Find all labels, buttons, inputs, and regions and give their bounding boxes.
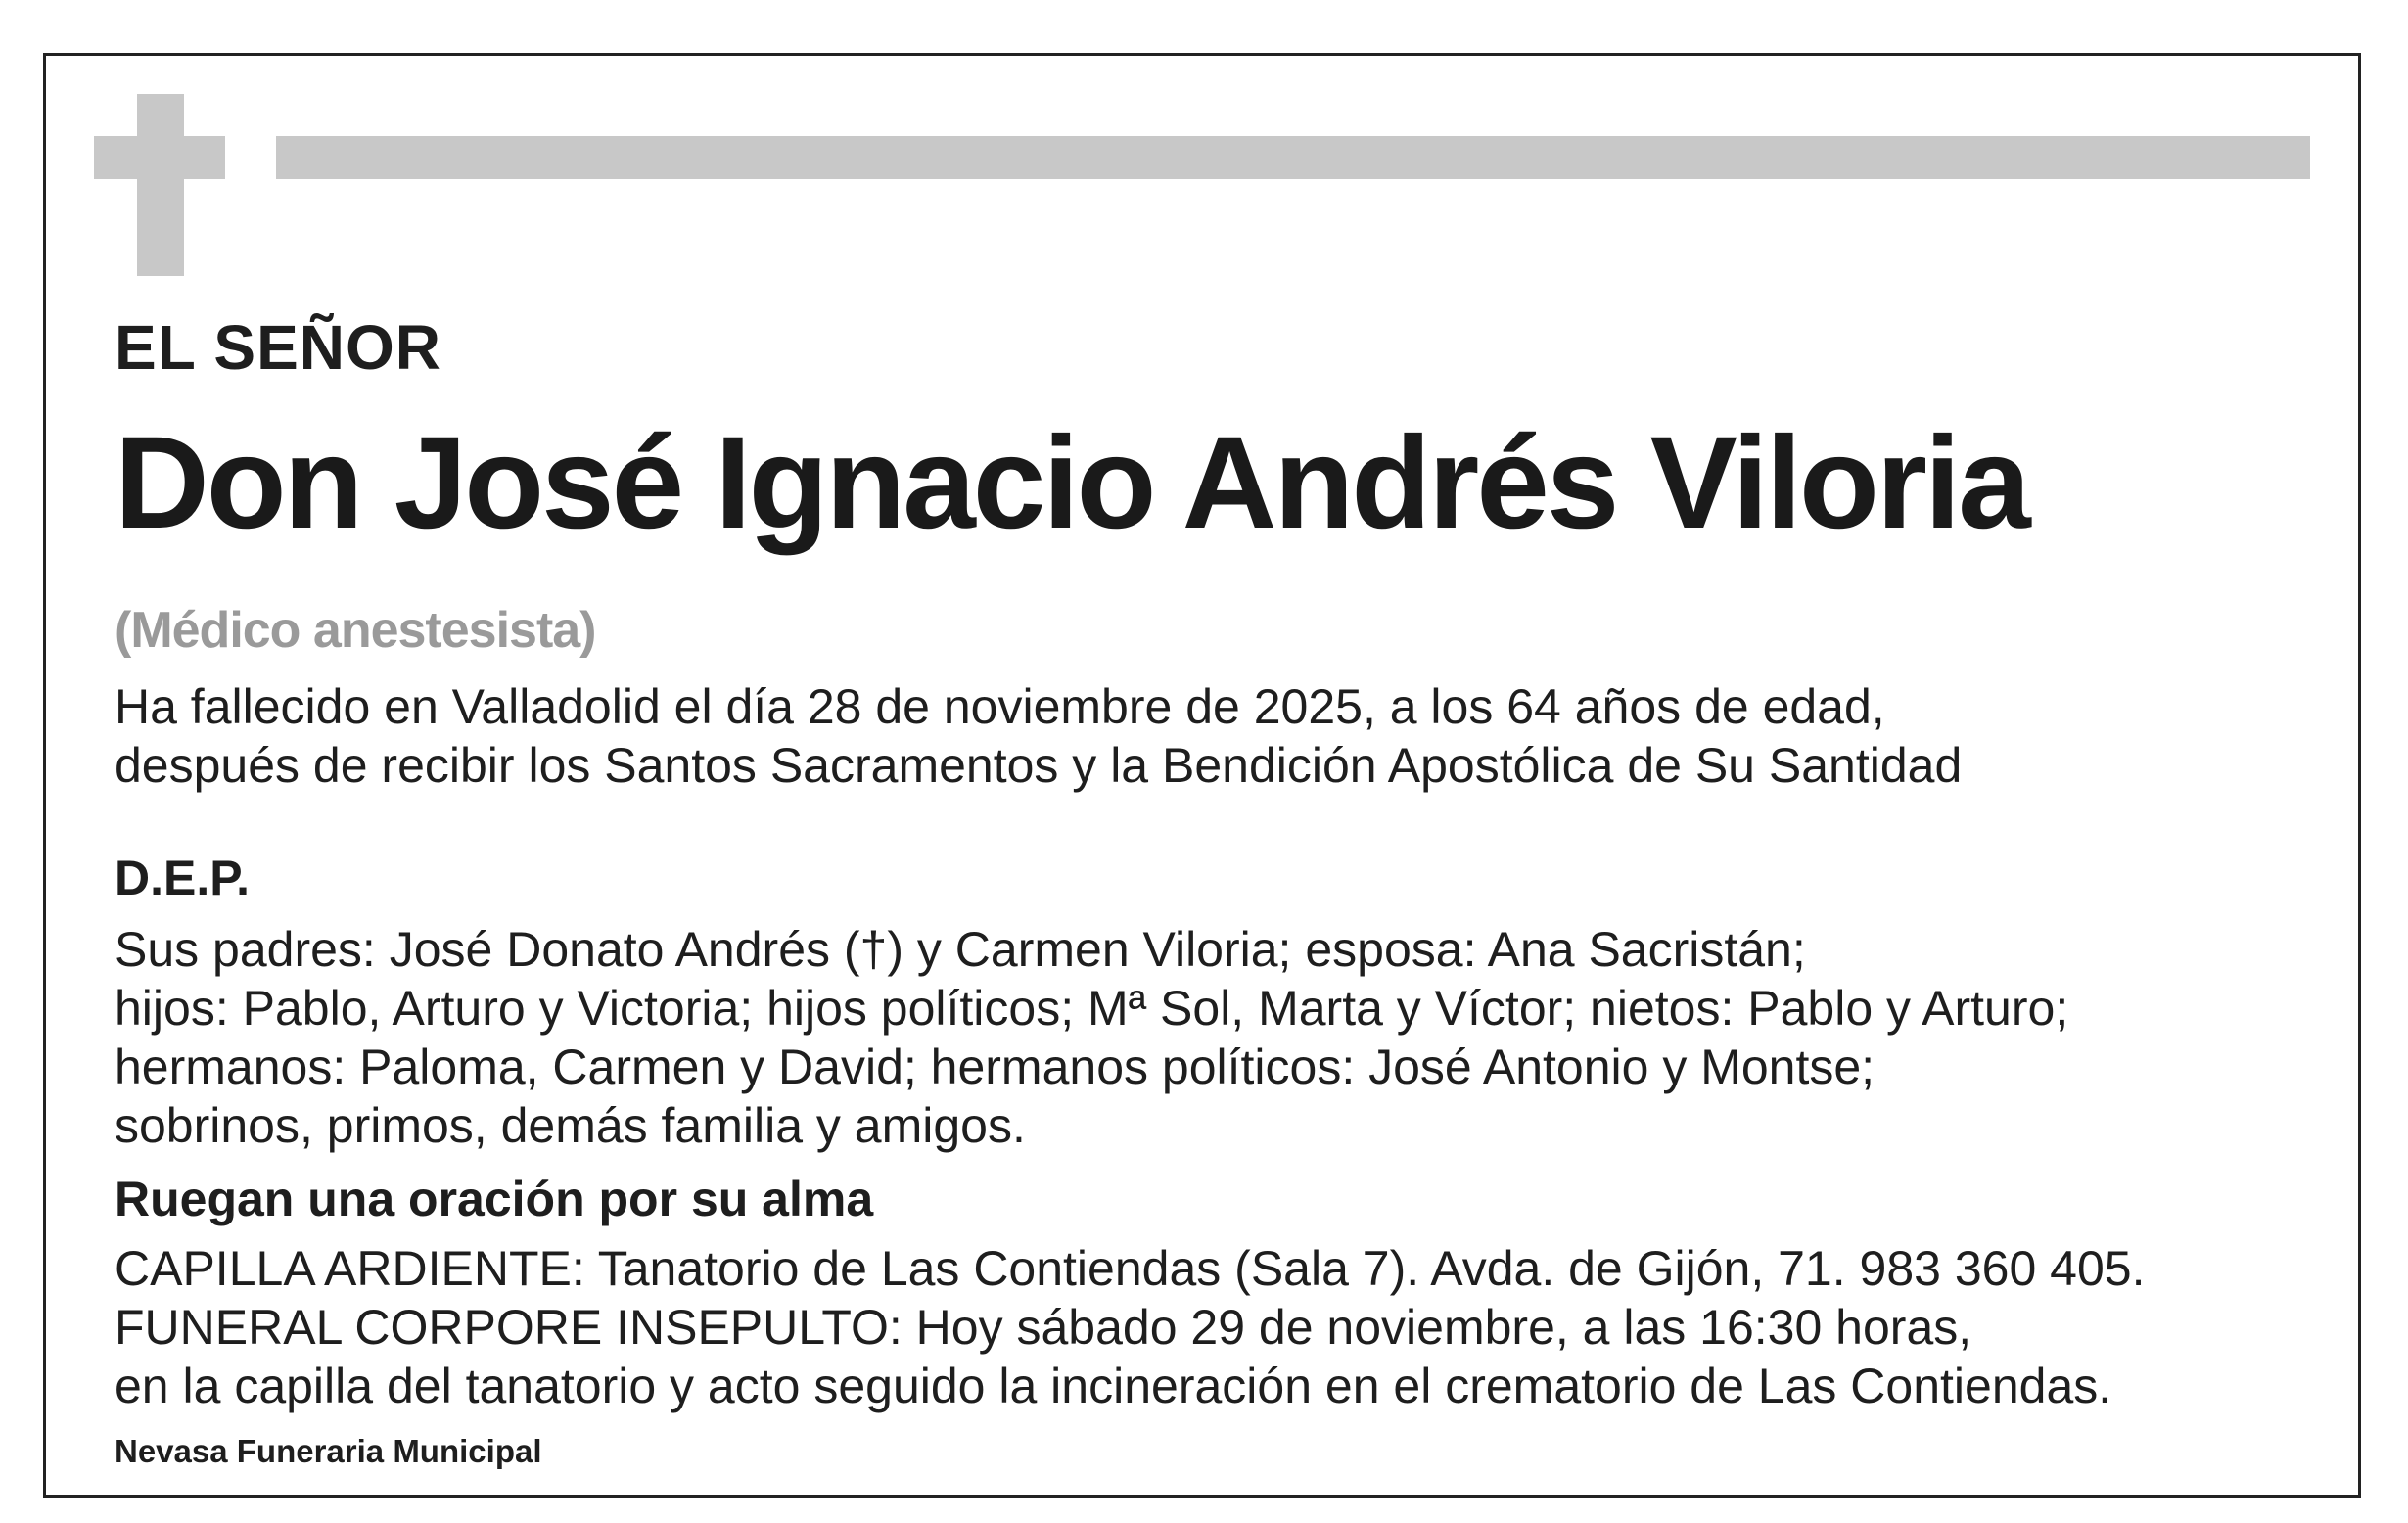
decorative-bar bbox=[276, 136, 2310, 179]
cross-icon-arm bbox=[94, 136, 225, 179]
prayer-request: Ruegan una oración por su alma bbox=[115, 1172, 874, 1226]
family-line-4: sobrinos, primos, demás familia y amigos. bbox=[115, 1098, 1026, 1153]
death-line-1: Ha fallecido en Valladolid el día 28 de noviembre de 2025, a los 64 años de edad, bbox=[115, 679, 1885, 734]
family-line-3: hermanos: Paloma, Carmen y David; hermanos políticos: José Antonio y Montse; bbox=[115, 1039, 1875, 1094]
rip-label: D.E.P. bbox=[115, 851, 251, 905]
family-line-2: hijos: Pablo, Arturo y Victoria; hijos políticos; Mª Sol, Marta y Víctor; nietos: Pablo y Arturo; bbox=[115, 981, 2069, 1036]
death-line-2: después de recibir los Santos Sacramentos y la Bendición Apostólica de Su Santidad bbox=[115, 738, 1963, 793]
title-prefix: EL SEÑOR bbox=[115, 312, 441, 383]
service-line-3: en la capilla del tanatorio y acto seguido la incineración en el crematorio de Las Contiendas. bbox=[115, 1359, 2112, 1413]
service-line-2: FUNERAL CORPORE INSEPULTO: Hoy sábado 29 de noviembre, a las 16:30 horas, bbox=[115, 1300, 1972, 1355]
service-line-1: CAPILLA ARDIENTE: Tanatorio de Las Contiendas (Sala 7). Avda. de Gijón, 71. 983 360 405. bbox=[115, 1241, 2146, 1296]
deceased-name: Don José Ignacio Andrés Viloria bbox=[115, 410, 2028, 556]
family-line-1: Sus padres: José Donato Andrés (†) y Carmen Viloria; esposa: Ana Sacristán; bbox=[115, 922, 1806, 977]
profession: (Médico anestesista) bbox=[115, 602, 596, 659]
funeral-home: Nevasa Funeraria Municipal bbox=[115, 1433, 542, 1469]
cross-icon bbox=[137, 94, 184, 276]
